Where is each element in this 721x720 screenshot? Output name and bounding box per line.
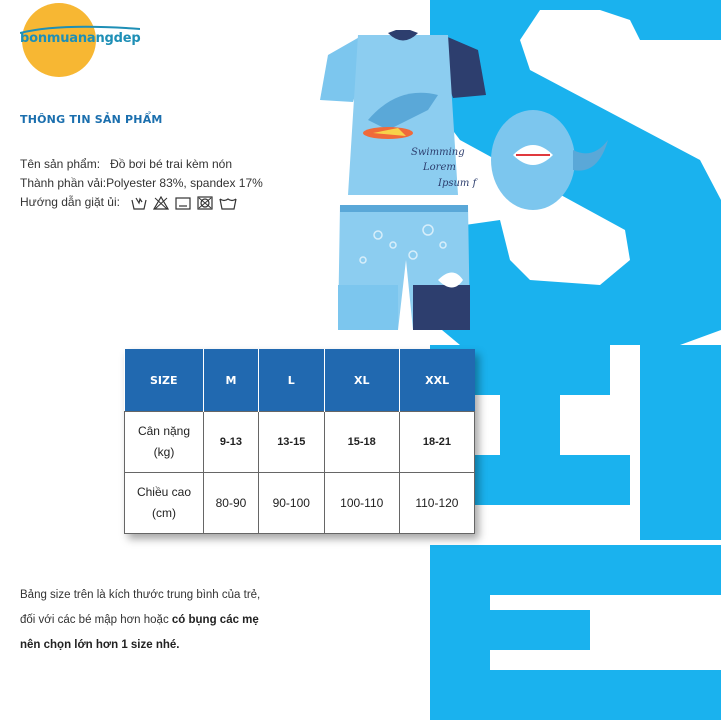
note-line2-bold: có bụng các mẹ [171, 614, 259, 626]
weight-xl: 15-18 [324, 412, 399, 473]
no-bleach-icon [153, 196, 169, 210]
note-line2-normal: đối với các bé mập hơn hoặc [20, 614, 172, 626]
wash-30-icon [219, 196, 235, 210]
product-name-value: Đồ bơi bé trai kèm nón [110, 157, 232, 171]
weight-label-line2: (kg) [153, 445, 175, 459]
header-size: SIZE [125, 349, 204, 412]
logo-text: bonmuanangdep [20, 31, 141, 46]
weight-m: 9-13 [204, 412, 259, 473]
shirt-text-line2: Lorem [423, 162, 456, 173]
size-table [124, 349, 475, 534]
header-xl: XL [324, 349, 399, 412]
weight-label-line1: Cân nặng [137, 424, 191, 438]
weight-label [125, 412, 204, 473]
no-dry-clean-icon [197, 196, 213, 210]
height-l: 90-100 [258, 473, 324, 534]
weight-xxl: 18-21 [399, 412, 474, 473]
hand-wash-icon [131, 196, 147, 210]
height-label [125, 473, 204, 534]
header-xxl: XXL [399, 349, 474, 412]
height-label-line1: Chiều cao [136, 485, 192, 499]
product-name-row [20, 155, 263, 174]
height-label-line2: (cm) [152, 506, 176, 520]
material-label: Thành phần vải: [20, 176, 107, 190]
wash-label: Hướng dẫn giặt ủi: [20, 195, 120, 209]
product-name-label: Tên sản phẩm: [20, 157, 101, 171]
shirt-text-line3: Ipsum f [438, 178, 477, 189]
section-title: THÔNG TIN SẢN PHẨM [20, 113, 163, 126]
tumble-dry-low-icon [175, 196, 191, 210]
height-xxl: 110-120 [399, 473, 474, 534]
header-l: L [258, 349, 324, 412]
product-image [318, 30, 618, 330]
material-value: Polyester 83%, spandex 17% [106, 176, 263, 190]
table-row-weight [125, 412, 475, 473]
height-xl: 100-110 [324, 473, 399, 534]
header-m: M [204, 349, 259, 412]
note-line1: Bảng size trên là kích thước trung bình của trẻ, [20, 589, 261, 601]
wash-icons [131, 196, 235, 210]
table-row-height [125, 473, 475, 534]
brand-logo[interactable] [12, 3, 142, 77]
size-note [20, 583, 320, 658]
height-m: 80-90 [204, 473, 259, 534]
note-line2 [20, 608, 320, 633]
wash-row [20, 193, 263, 212]
note-line3-bold: nên chọn lớn hơn 1 size nhé. [20, 639, 180, 651]
product-info [20, 155, 263, 212]
material-row [20, 174, 263, 193]
table-header-row [125, 349, 475, 412]
note-line3 [20, 633, 320, 658]
weight-l: 13-15 [258, 412, 324, 473]
shirt-text-line1: Swimming [411, 147, 465, 158]
